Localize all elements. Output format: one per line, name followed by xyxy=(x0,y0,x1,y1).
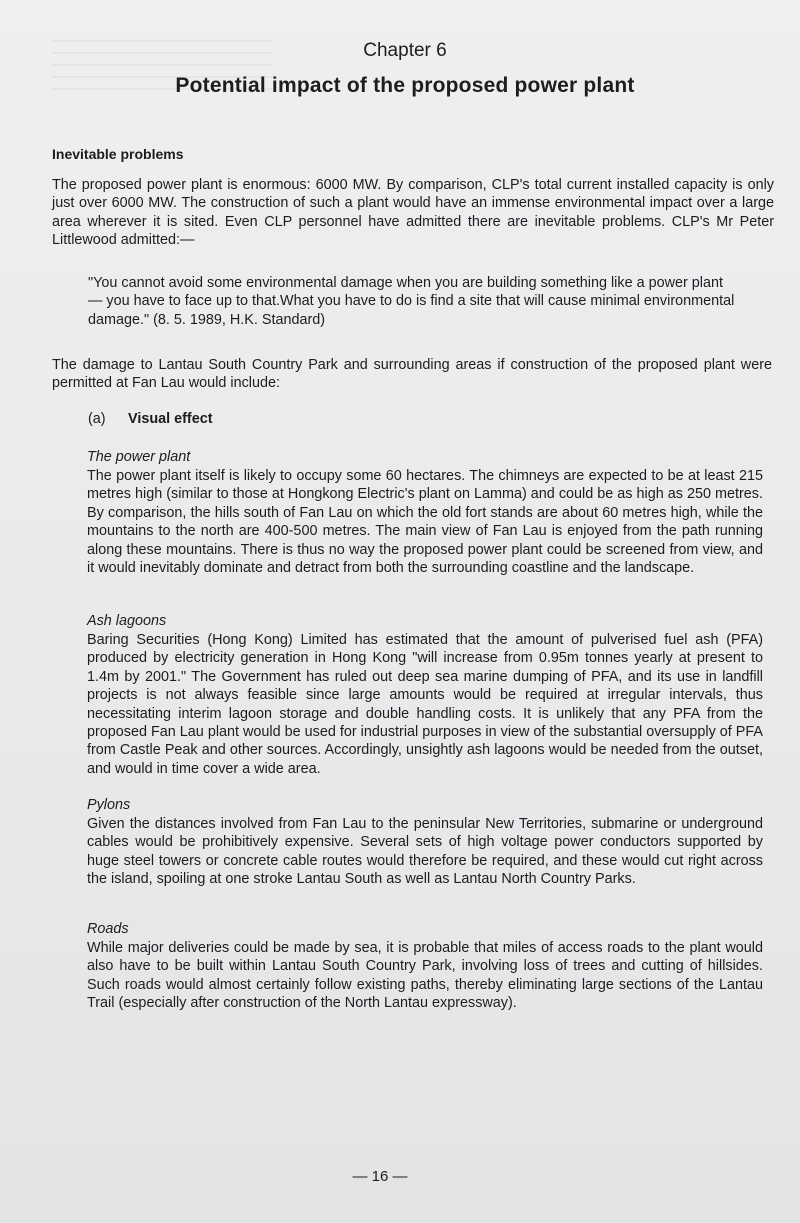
item-heading: Pylons xyxy=(87,797,131,813)
item-heading: The power plant xyxy=(87,449,191,465)
item-pylons xyxy=(87,796,763,889)
subsection-title: Visual effect xyxy=(128,411,213,427)
chapter-label: Chapter 6 xyxy=(363,40,447,61)
quote-block: "You cannot avoid some environmental damage when you are building something like a power plant — you have to face up to that.What you have to do is find a site that will cause minimal environmental damage." (8. 5. 1989, H.K. Standard) xyxy=(88,275,735,328)
page-title: Potential impact of the proposed power plant xyxy=(175,74,635,97)
item-ash-lagoons xyxy=(87,612,763,778)
item-roads xyxy=(87,920,763,1013)
item-text: Given the distances involved from Fan Lau to the peninsular New Territories, submarine or underground cables would be prohibitively expensive. Several sets of high voltage power conductors supported by huge steel towers or concrete cable routes would therefore be required, and these would cut right across the island, spoiling at one stroke Lantau South as well as Lantau North Country Parks. xyxy=(87,816,763,888)
item-text: The power plant itself is likely to occupy some 60 hectares. The chimneys are expected to be at least 215 metres high (similar to those at Hongkong Electric's plant on Lamma) and could be as high as 250 metres. By comparison, the hills south of Fan Lau on which the old fort stands are about 60 metres high, while the mountains to the north are 400-500 metres. The main view of Fan Lau is enjoyed from the path running along these mountains. There is thus no way the proposed power plant could be screened from view, and it would inevitably dominate and detract from both the surrounding coastline and the landscape. xyxy=(87,468,763,577)
item-heading: Ash lagoons xyxy=(87,613,167,629)
subsection-label: (a) xyxy=(88,411,106,427)
subsection-heading xyxy=(88,411,213,427)
intro-paragraph: The proposed power plant is enormous: 6000 MW. By comparison, CLP's total current installed capacity is only just over 6000 MW. The construction of such a plant would have an immense environmental impact over a large area wherever it is sited. Even CLP personnel have admitted there are inevitable problems. CLP's Mr Peter Littlewood admitted:— xyxy=(52,177,774,249)
section-heading: Inevitable problems xyxy=(52,146,184,162)
damage-paragraph: The damage to Lantau South Country Park and surrounding areas if construction of the proposed plant were permitted at Fan Lau would include: xyxy=(52,357,772,392)
page-number: — 16 — xyxy=(352,1168,408,1185)
item-power-plant xyxy=(87,448,763,577)
item-heading: Roads xyxy=(87,921,129,937)
item-text: Baring Securities (Hong Kong) Limited has estimated that the amount of pulverised fuel ash (PFA) produced by electricity generation in Hong Kong "will increase from 0.95m tonnes yearly at present to 1.4m by 2001." The Government has ruled out deep sea marine dumping of PFA, and its use in landfill projects is not always feasible since large amounts would be required at irregular intervals, thus necessitating interim lagoon storage and double handling costs. It is unlikely that any PFA from the proposed Fan Lau plant would be used for industrial purposes in view of the substantial oversupply of PFA from Castle Peak and other sources. Accordingly, unsightly ash lagoons would be needed from the outset, and would in time cover a wide area. xyxy=(87,632,763,777)
item-text: While major deliveries could be made by sea, it is probable that miles of access roads to the plant would also have to be built within Lantau South Country Park, involving loss of trees and cutting of hillsides. Such roads would almost certainly follow existing paths, thereby eliminating large sections of the Lantau Trail (especially after construction of the North Lantau expressway). xyxy=(87,940,763,1012)
